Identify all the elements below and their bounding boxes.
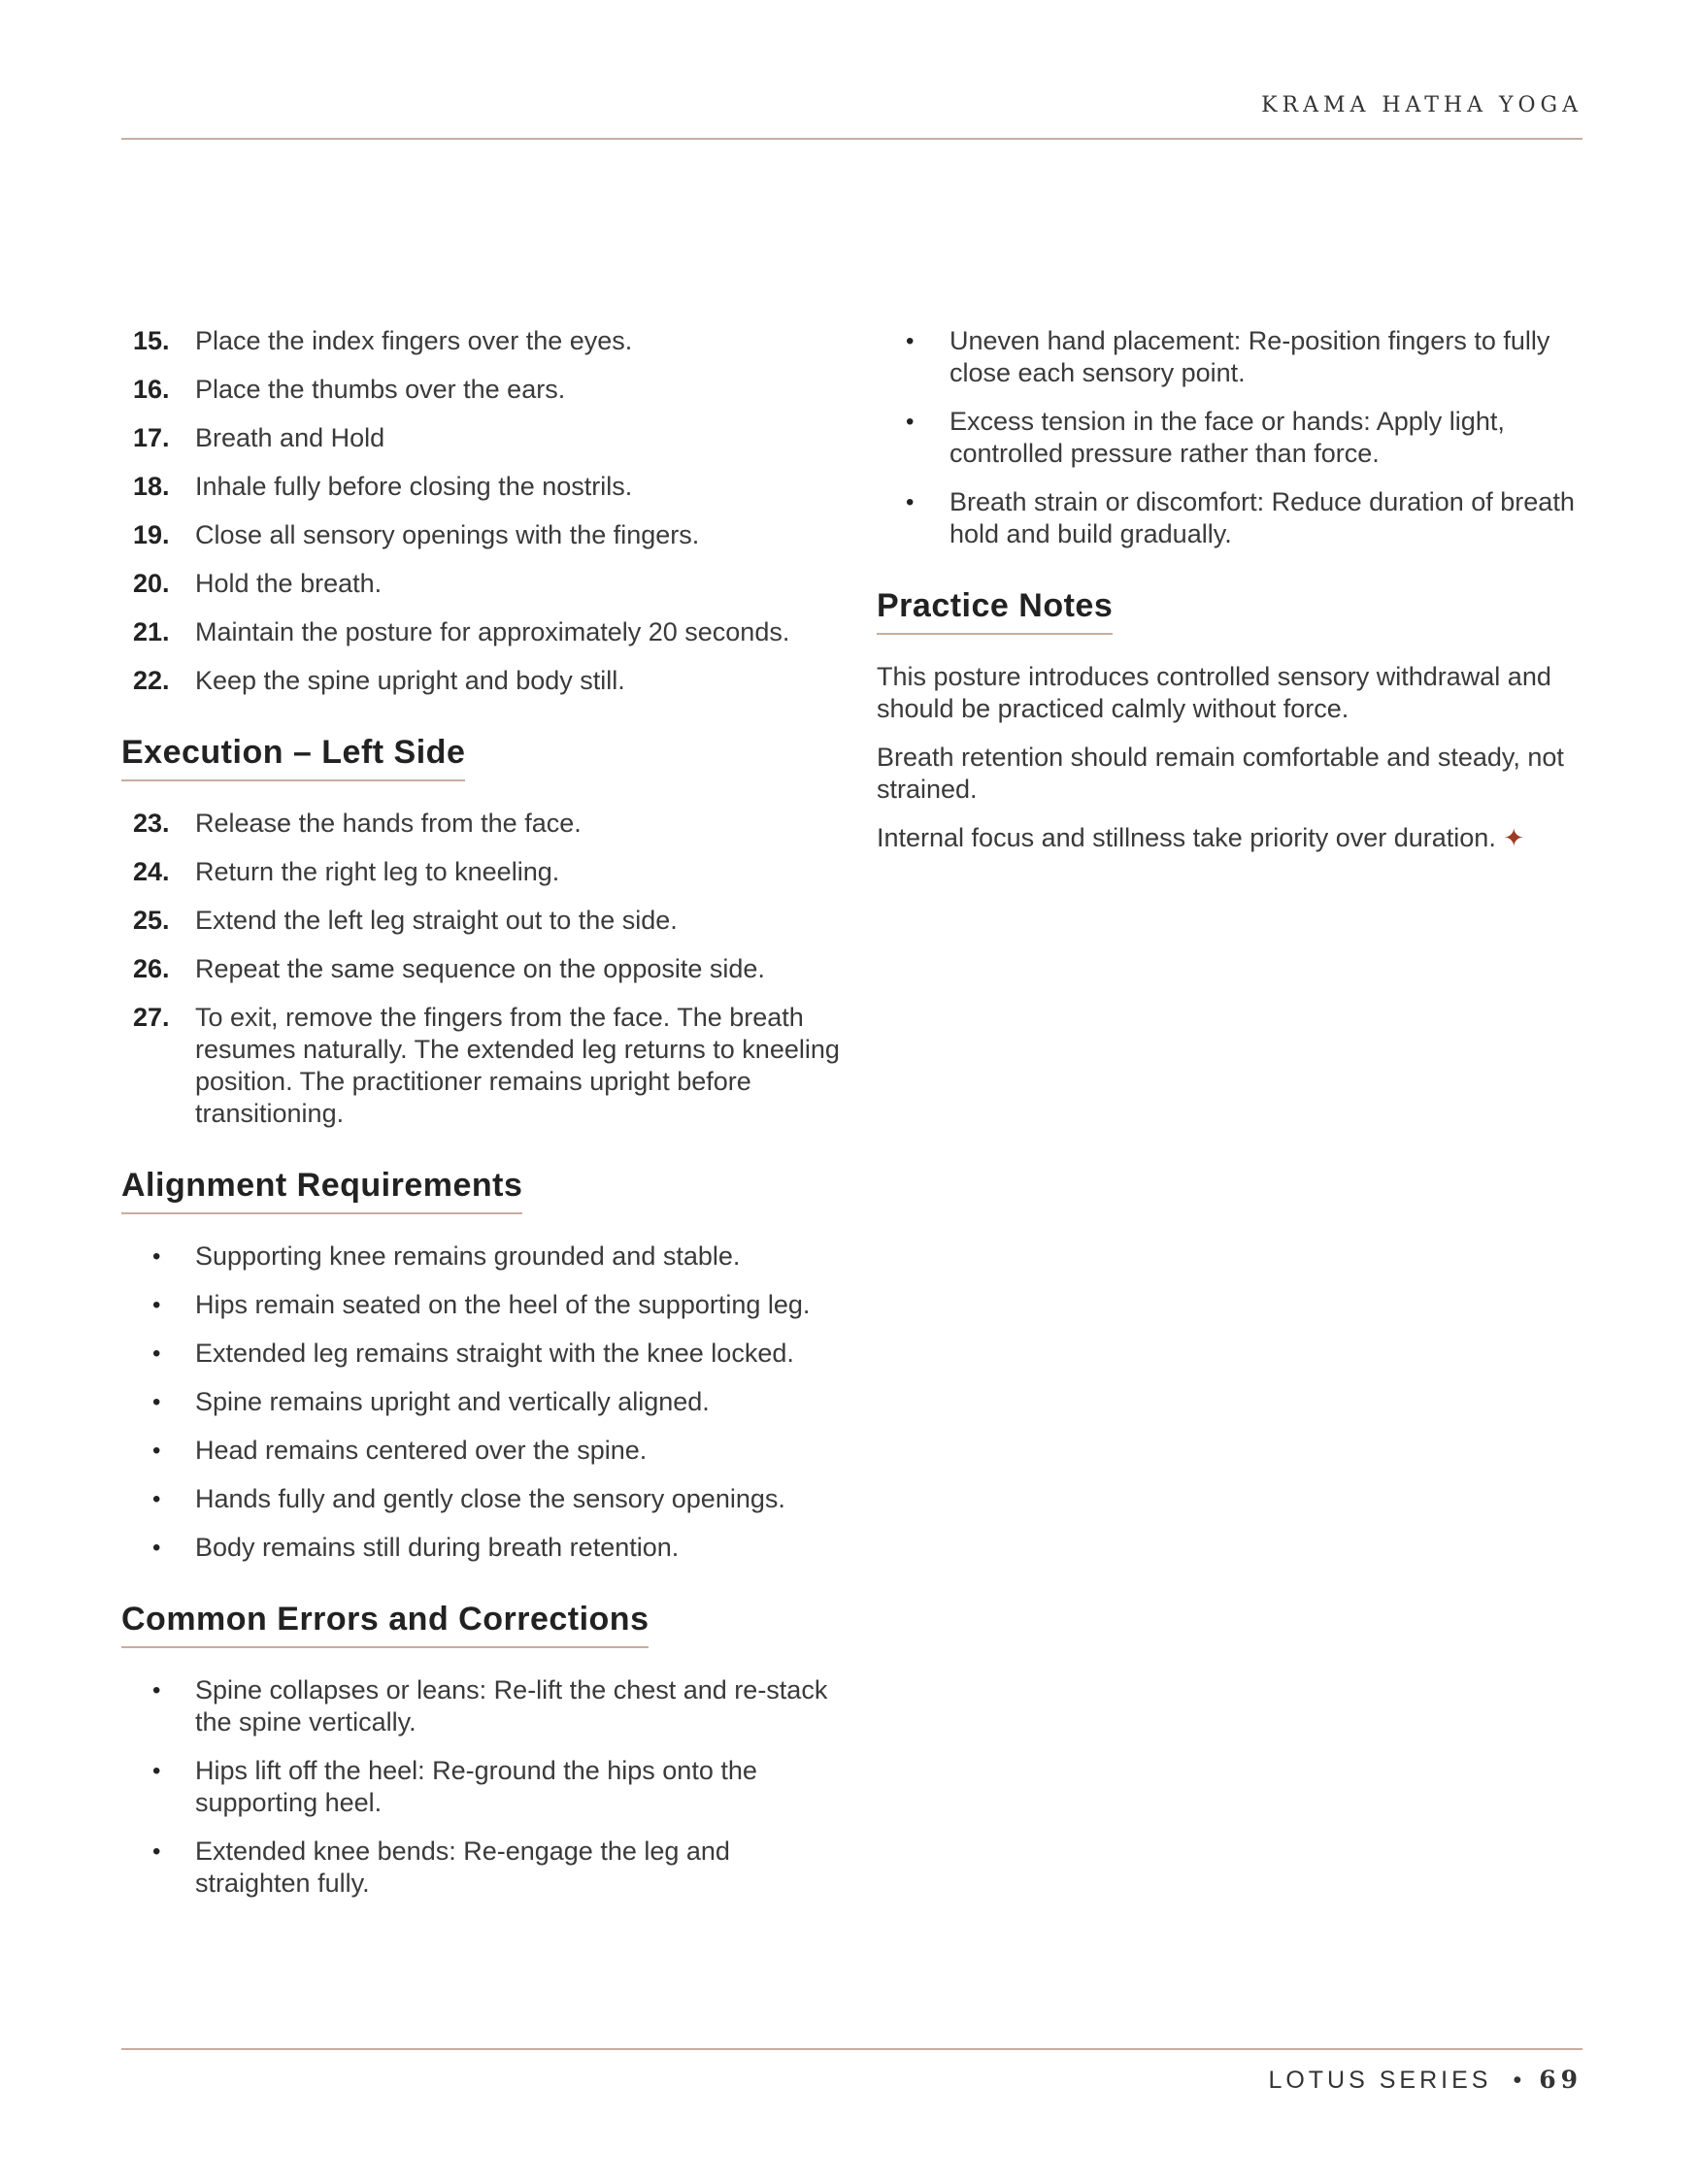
step-item: [121, 519, 840, 551]
series-name: LOTUS SERIES: [1268, 2067, 1492, 2094]
list-item-text: Hips remain seated on the heel of the supporting leg.: [195, 1290, 811, 1319]
bullet-icon: •: [906, 489, 915, 515]
end-mark-star-icon: ✦: [1503, 823, 1525, 852]
step-number: 16.: [133, 375, 170, 404]
step-text: Inhale fully before closing the nostrils.: [195, 472, 633, 501]
bullet-icon: •: [906, 409, 915, 435]
step-item: [121, 1002, 840, 1130]
bullet-icon: •: [152, 1486, 161, 1512]
step-number: 21.: [133, 617, 170, 646]
step-text: Return the right leg to kneeling.: [195, 857, 560, 886]
list-item: [121, 1483, 840, 1515]
step-item: [121, 808, 840, 840]
bullet-icon: •: [152, 1292, 161, 1318]
note-text: Internal focus and stillness take priority over duration.: [877, 823, 1496, 852]
step-text: Close all sensory openings with the fingers.: [195, 520, 700, 549]
list-item: [121, 1836, 840, 1900]
list-item-text: Spine remains upright and vertically aligned.: [195, 1387, 710, 1416]
list-item-text: Supporting knee remains grounded and stable.: [195, 1241, 741, 1271]
list-item-text: Breath strain or discomfort: Reduce duration of breath hold and build gradually.: [949, 487, 1575, 548]
step-item: [121, 422, 840, 454]
right-column: [877, 325, 1590, 871]
alignment-list: [121, 1241, 840, 1564]
list-item-text: Head remains centered over the spine.: [195, 1436, 648, 1465]
list-item: [121, 1241, 840, 1273]
step-number: 22.: [133, 666, 170, 695]
note-paragraph-last: [877, 822, 1590, 854]
step-text: Maintain the posture for approximately 20 seconds.: [195, 617, 790, 646]
list-item-text: Hands fully and gently close the sensory openings.: [195, 1484, 785, 1513]
step-item: [121, 616, 840, 648]
step-number: 19.: [133, 520, 170, 549]
step-text: Hold the breath.: [195, 569, 383, 598]
list-item: [121, 1338, 840, 1370]
list-item: [877, 325, 1590, 389]
step-number: 26.: [133, 954, 170, 983]
section-errors: [121, 1601, 840, 1648]
step-item: [121, 905, 840, 937]
list-item-text: Uneven hand placement: Re-position fingers to fully close each sensory point.: [949, 326, 1550, 387]
step-number: 15.: [133, 326, 170, 355]
list-item: [121, 1289, 840, 1321]
step-text: Place the thumbs over the ears.: [195, 375, 566, 404]
section-practice-notes: [877, 587, 1590, 635]
step-text: Keep the spine upright and body still.: [195, 666, 625, 695]
section-alignment: [121, 1167, 840, 1214]
step-item: [121, 953, 840, 985]
section-execution-left: [121, 734, 840, 781]
bullet-icon: •: [152, 1758, 161, 1784]
errors-list-right: [877, 325, 1590, 550]
step-number: 24.: [133, 857, 170, 886]
step-number: 23.: [133, 809, 170, 838]
step-item: [121, 325, 840, 357]
step-item: [121, 665, 840, 697]
page-footer: [1268, 2066, 1582, 2095]
bullet-icon: •: [152, 1535, 161, 1561]
bullet-icon: •: [152, 1677, 161, 1704]
page-number: 69: [1539, 2066, 1582, 2094]
bullet-icon: •: [152, 1438, 161, 1464]
step-text: Place the index fingers over the eyes.: [195, 326, 633, 355]
bullet-icon: •: [152, 1838, 161, 1865]
step-text: Extend the left leg straight out to the side.: [195, 906, 678, 935]
section-title-execution-left: Execution – Left Side: [121, 734, 465, 781]
left-column: [121, 325, 840, 1916]
step-text: Breath and Hold: [195, 423, 385, 452]
list-item: [877, 486, 1590, 550]
list-item: [121, 1755, 840, 1819]
bullet-icon: •: [152, 1243, 161, 1270]
step-text: Repeat the same sequence on the opposite side.: [195, 954, 765, 983]
step-number: 18.: [133, 472, 170, 501]
steps-list-left-side: [121, 808, 840, 1130]
step-text: To exit, remove the fingers from the face. The breath resumes naturally. The extended leg returns to kneeling position. The practitioner remains upright before transitioning.: [195, 1003, 840, 1128]
step-item: [121, 568, 840, 600]
footer-rule: [121, 2048, 1582, 2050]
step-number: 17.: [133, 423, 170, 452]
footer-bullet: •: [1513, 2067, 1526, 2094]
errors-list-left: [121, 1674, 840, 1900]
step-number: 25.: [133, 906, 170, 935]
list-item: [121, 1386, 840, 1418]
step-text: Release the hands from the face.: [195, 809, 582, 838]
list-item: [121, 1674, 840, 1738]
steps-list-continued: [121, 325, 840, 697]
note-paragraph: Breath retention should remain comfortable and steady, not strained.: [877, 743, 1564, 804]
step-number: 27.: [133, 1003, 170, 1032]
step-number: 20.: [133, 569, 170, 598]
section-title-practice-notes: Practice Notes: [877, 587, 1113, 635]
header-rule: [121, 138, 1582, 140]
list-item: [121, 1532, 840, 1564]
list-item-text: Body remains still during breath retention.: [195, 1533, 680, 1562]
list-item-text: Hips lift off the heel: Re-ground the hips onto the supporting heel.: [195, 1756, 757, 1817]
running-header: KRAMA HATHA YOGA: [1261, 93, 1582, 117]
step-item: [121, 471, 840, 503]
note-paragraph: This posture introduces controlled sensory withdrawal and should be practiced calmly without force.: [877, 662, 1551, 723]
step-item: [121, 856, 840, 888]
section-title-alignment: Alignment Requirements: [121, 1167, 522, 1214]
list-item-text: Extended leg remains straight with the knee locked.: [195, 1339, 794, 1368]
bullet-icon: •: [152, 1389, 161, 1415]
bullet-icon: •: [906, 328, 915, 354]
list-item-text: Extended knee bends: Re-engage the leg and straighten fully.: [195, 1837, 730, 1898]
practice-notes-body: [877, 661, 1590, 854]
bullet-icon: •: [152, 1340, 161, 1367]
list-item-text: Excess tension in the face or hands: Apply light, controlled pressure rather than force.: [949, 407, 1505, 468]
list-item-text: Spine collapses or leans: Re-lift the chest and re-stack the spine vertically.: [195, 1675, 828, 1737]
section-title-errors: Common Errors and Corrections: [121, 1601, 649, 1648]
step-item: [121, 374, 840, 406]
list-item: [877, 406, 1590, 470]
list-item: [121, 1435, 840, 1467]
